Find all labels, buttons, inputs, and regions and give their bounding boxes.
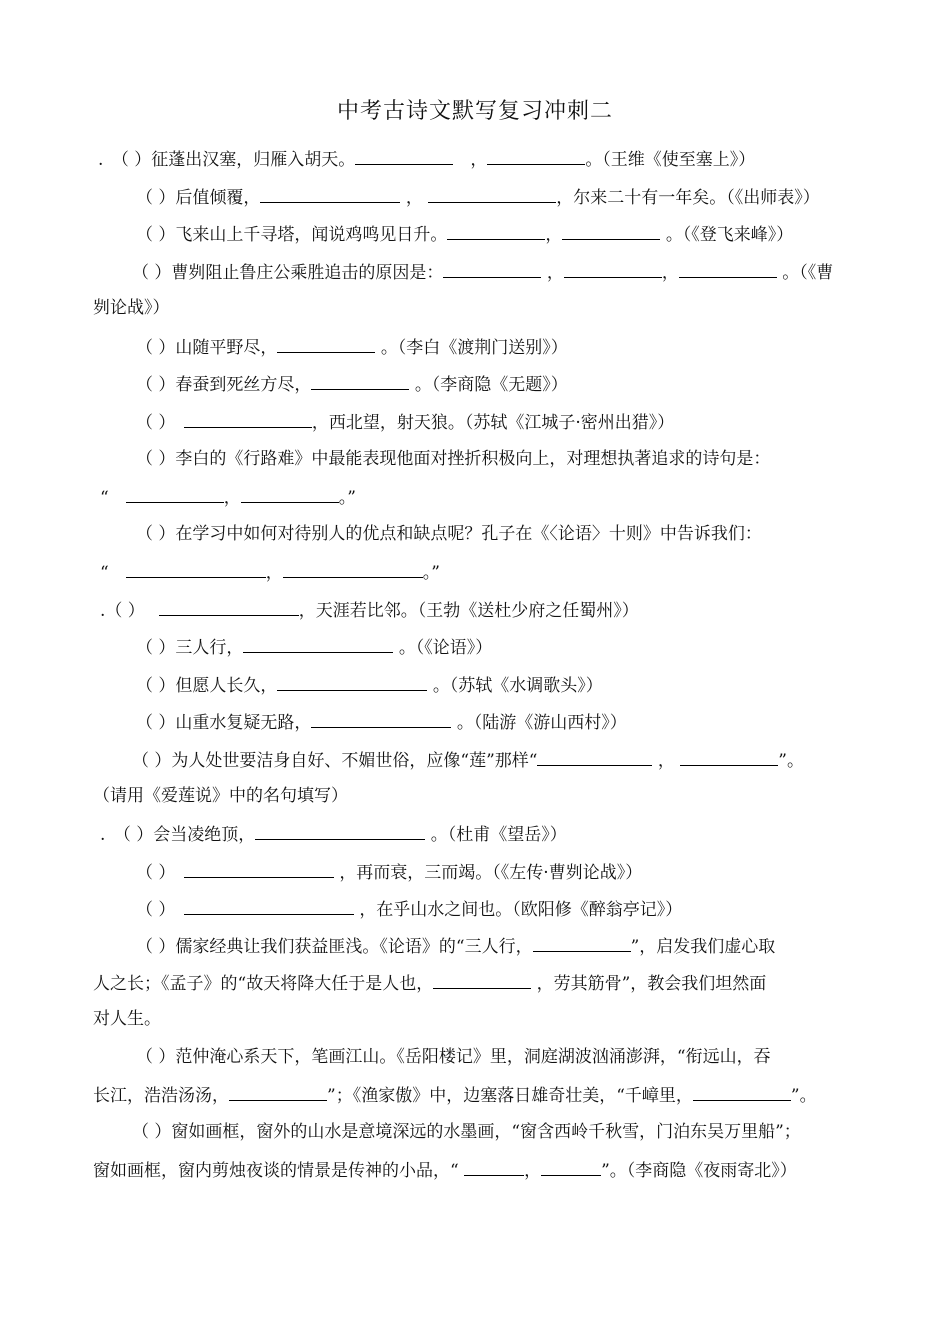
question-18-cont: 人之长；《孟子》的“故天将降大任于是人也， ，劳其筋骨”，教会我们坦然面 — [93, 970, 766, 996]
answer-blank[interactable] — [533, 933, 631, 952]
question-20-cont: 窗如画框，窗内剪烛夜谈的情景是传神的小品，“ ， ”。（李商隐《夜雨寄北》） — [93, 1157, 797, 1183]
question-9-cont: “ ， 。” — [100, 559, 440, 585]
answer-blank[interactable] — [241, 484, 339, 503]
question-13: （ ）山重水复疑无路， 。（陆游《游山西村》） — [136, 709, 627, 735]
question-18-cont2: 对人生。 — [93, 1009, 161, 1029]
question-8: （ ）李白的《行路难》中最能表现他面对挫折积极向上，对理想执著追求的诗句是： — [136, 449, 771, 469]
question-14: （ ）为人处世要洁身自好、不媚世俗，应像“莲”那样“ ， ”。 — [132, 747, 804, 773]
answer-blank[interactable] — [277, 334, 375, 353]
question-15: . （ ）会当凌绝顶， 。（杜甫《望岳》） — [100, 821, 567, 847]
answer-blank[interactable] — [464, 1157, 524, 1176]
answer-blank[interactable] — [355, 146, 453, 165]
answer-blank[interactable] — [537, 747, 652, 766]
answer-blank[interactable] — [428, 184, 556, 203]
question-4: （ ）曹刿阻止鲁庄公乘胜追击的原因是： ， ， 。（《曹 — [132, 259, 833, 285]
question-19-cont: 长江，浩浩汤汤， ”；《渔家傲》中，边塞落日雄奇壮美，“千嶂里， ”。 — [93, 1082, 817, 1108]
answer-blank[interactable] — [243, 634, 393, 653]
answer-blank[interactable] — [443, 259, 541, 278]
question-17: （ ） ，在乎山水之间也。（欧阳修《醉翁亭记》） — [136, 896, 682, 922]
answer-blank[interactable] — [184, 409, 312, 428]
question-14-cont: （请用《爱莲说》中的名句填写） — [93, 786, 348, 806]
answer-blank[interactable] — [126, 484, 224, 503]
question-12: （ ）但愿人长久， 。（苏轼《水调歌头》） — [136, 672, 603, 698]
question-10: .（ ） ，天涯若比邻。（王勃《送杜少府之任蜀州》） — [100, 597, 639, 623]
answer-blank[interactable] — [229, 1082, 327, 1101]
answer-blank[interactable] — [679, 259, 777, 278]
question-11: （ ）三人行， 。（《论语》） — [136, 634, 492, 660]
question-9: （ ）在学习中如何对待别人的优点和缺点呢？孔子在《〈论语〉十则》中告诉我们： — [136, 524, 762, 544]
answer-blank[interactable] — [311, 709, 451, 728]
question-4-cont: 刿论战》） — [93, 298, 170, 318]
answer-blank[interactable] — [184, 859, 334, 878]
answer-blank[interactable] — [260, 184, 400, 203]
answer-blank[interactable] — [487, 146, 585, 165]
question-1: . （ ）征蓬出汉塞，归雁入胡天。 ， 。（王维《使至塞上》） — [98, 146, 755, 172]
question-20: （ ）窗如画框，窗外的山水是意境深远的水墨画，“窗含西岭千秋雪，门泊东吴万里船”； — [132, 1122, 801, 1142]
answer-blank[interactable] — [541, 1157, 601, 1176]
question-6: （ ）春蚕到死丝方尽， 。（李商隐《无题》） — [136, 371, 568, 397]
answer-blank[interactable] — [433, 970, 531, 989]
answer-blank[interactable] — [126, 559, 266, 578]
answer-blank[interactable] — [277, 672, 427, 691]
question-3: （ ）飞来山上千寻塔，闻说鸡鸣见日升。 ， 。（《登飞来峰》） — [136, 221, 793, 247]
question-8-cont: “ ， 。” — [100, 484, 356, 510]
answer-blank[interactable] — [564, 259, 662, 278]
question-16: （ ） ，再而衰，三而竭。（《左传·曹刿论战》） — [136, 859, 642, 885]
answer-blank[interactable] — [447, 221, 545, 240]
answer-blank[interactable] — [255, 821, 425, 840]
question-2: （ ）后值倾覆， ， ，尔来二十有一年矣。（《出师表》） — [136, 184, 820, 210]
question-5: （ ）山随平野尽， 。（李白《渡荆门送别》） — [136, 334, 568, 360]
answer-blank[interactable] — [159, 597, 299, 616]
page-title: 中考古诗文默写复习冲刺二 — [336, 99, 613, 124]
question-18: （ ）儒家经典让我们获益匪浅。《论语》的“三人行， ”，启发我们虚心取 — [136, 933, 775, 959]
answer-blank[interactable] — [184, 896, 354, 915]
answer-blank[interactable] — [283, 559, 423, 578]
question-19: （ ）范仲淹心系天下，笔画江山。《岳阳楼记》里，洞庭湖波汹涌澎湃，“衔远山，吞 — [136, 1047, 771, 1067]
answer-blank[interactable] — [562, 221, 660, 240]
question-7: （ ） ，西北望，射天狼。（苏轼《江城子·密州出猎》） — [136, 409, 674, 435]
answer-blank[interactable] — [693, 1082, 791, 1101]
answer-blank[interactable] — [311, 371, 409, 390]
answer-blank[interactable] — [680, 747, 778, 766]
